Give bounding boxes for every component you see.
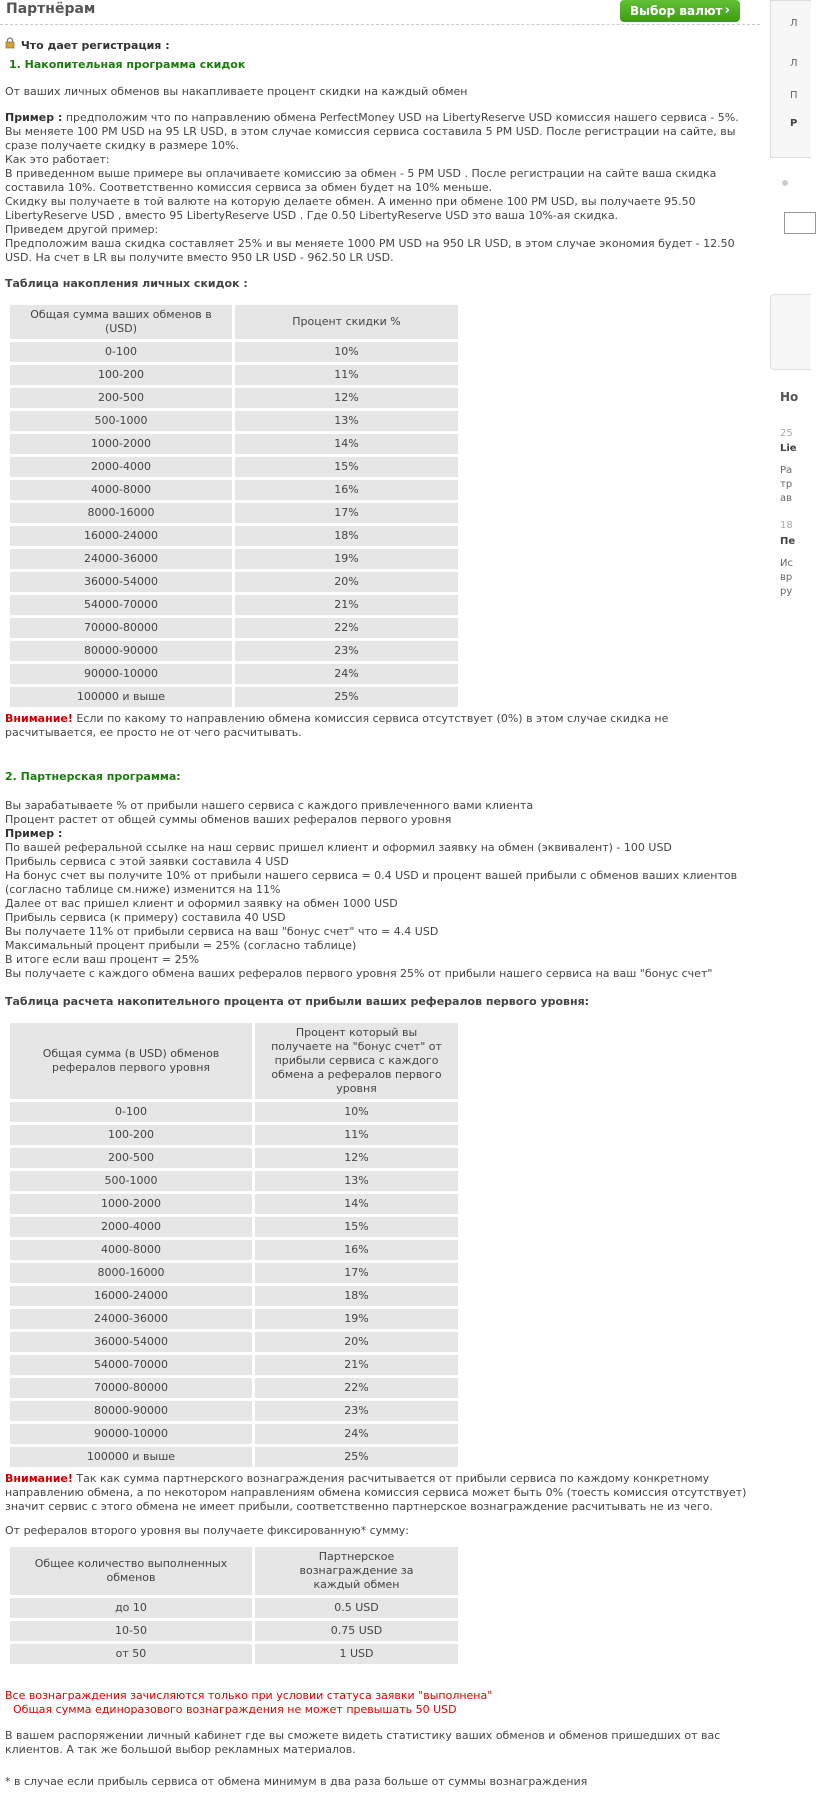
range-cell: 16000-24000: [10, 1286, 252, 1306]
range-cell: 100000 и выше: [10, 1447, 252, 1467]
value-cell: 25%: [255, 1447, 458, 1467]
value-cell: 14%: [235, 434, 458, 454]
section1-lead: От ваших личных обменов вы накапливаете процент скидки на каждый обмен: [5, 85, 468, 98]
range-cell: 4000-8000: [10, 480, 232, 500]
table-header: Партнерское вознаграждение за каждый обмен: [255, 1547, 458, 1595]
referral-table: [7, 1020, 461, 1470]
table-row: [10, 1424, 458, 1444]
value-cell: 1 USD: [255, 1644, 458, 1664]
section1-title: 1. Накопительная программа скидок: [9, 58, 246, 71]
range-cell: от 50: [10, 1644, 252, 1664]
sidebar-select[interactable]: [784, 212, 816, 234]
news-heading: Но: [780, 390, 799, 404]
table-row: [10, 1332, 458, 1352]
range-cell: 36000-54000: [10, 1332, 252, 1352]
value-cell: 19%: [255, 1309, 458, 1329]
range-cell: 8000-16000: [10, 1263, 252, 1283]
example-label-2: Пример :: [5, 827, 63, 840]
value-cell: 22%: [235, 618, 458, 638]
table-row: [10, 618, 458, 638]
range-cell: 10-50: [10, 1621, 252, 1641]
section1-example: Пример : предположим что по направлению обмена PerfectMoney USD на LibertyReserve USD комиссия нашего сервиса - 5%. Вы меняете 100 PM USD на 95 LR USD, в этом случае комиссия сервиса составила 5 PM USD. После регистрации на сайте, вы сразе получаете скидку в размере 10%. Как это работает: В приведенном выше примере вы оплачиваете комиссию за обмен - 5 PM USD . После регистрации на сайте ваша скидка составила 10%. Соответственно комиссия сервиса за обмен будет на 10% меньше. Скидку вы получаете в той валюте на которую делаете обмен. А именно при обмене 100 PM USD, вы получаете 95.50 LibertyReserve USD , вместо 95 LibertyReserve USD . Где 0.50 LibertyReserve USD это ваша 10%-ая скидка. Приведем другой пример: Предположим ваша скидка составляет 25% и вы меняете 1000 PM USD на 950 LR USD, в этом случае экономия будет - 12.50 USD. На счет в LR вы получите вместо 950 LR USD - 962.50 LR USD.: [5, 111, 739, 264]
table-row: [10, 595, 458, 615]
value-cell: 0.75 USD: [255, 1621, 458, 1641]
table-row: [10, 503, 458, 523]
table-row: [10, 1355, 458, 1375]
table-row: [10, 1194, 458, 1214]
footnote: * в случае если прибыль сервиса от обмена минимум в два раза больше от суммы вознаграждения: [5, 1775, 588, 1788]
table-row: [10, 549, 458, 569]
value-cell: 18%: [255, 1286, 458, 1306]
range-cell: 0-100: [10, 1102, 252, 1122]
table-row: [10, 1644, 458, 1664]
range-cell: 54000-70000: [10, 1355, 252, 1375]
section1-warning: Внимание! Если по какому то направлению обмена комиссия сервиса отсутствует (0%) в этом случае скидка не расчитывается, ее просто не от чего расчитывать.: [5, 712, 669, 739]
value-cell: 18%: [235, 526, 458, 546]
table-row: [10, 687, 458, 707]
table-row: [10, 641, 458, 661]
value-cell: 10%: [255, 1102, 458, 1122]
table-row: [10, 1125, 458, 1145]
page-header: [0, 0, 760, 25]
table-header: Процент который вы получаете на "бонус счет" от прибыли сервиса с каждого обмена а рефералов первого уровня: [255, 1023, 458, 1099]
table-row: [10, 411, 458, 431]
range-cell: 100-200: [10, 365, 232, 385]
table-row: [10, 1148, 458, 1168]
value-cell: 11%: [255, 1125, 458, 1145]
choose-currency-button[interactable]: [620, 0, 740, 22]
warning-label: Внимание!: [5, 1472, 73, 1485]
range-cell: 36000-54000: [10, 572, 232, 592]
value-cell: 23%: [255, 1401, 458, 1421]
table-row: [10, 457, 458, 477]
range-cell: 70000-80000: [10, 618, 232, 638]
warning-label: Внимание!: [5, 712, 73, 725]
range-cell: до 10: [10, 1598, 252, 1618]
range-cell: 2000-4000: [10, 457, 232, 477]
range-cell: 16000-24000: [10, 526, 232, 546]
range-cell: 70000-80000: [10, 1378, 252, 1398]
value-cell: 17%: [235, 503, 458, 523]
table-row: [10, 1217, 458, 1237]
value-cell: 19%: [235, 549, 458, 569]
value-cell: 12%: [235, 388, 458, 408]
table-row: [10, 434, 458, 454]
table-row: [10, 1240, 458, 1260]
example-label: Пример :: [5, 111, 63, 124]
range-cell: 500-1000: [10, 1171, 252, 1191]
table-row: [10, 1378, 458, 1398]
section2-intro: Вы зарабатываете % от прибыли нашего сервиса с каждого привлеченного вами клиента Процент растет от общей суммы обменов ваших рефералов первого уровня Пример : По вашей реферальной ссылке на наш сервис пришел клиент и оформил заявку на обмен (эквивалент) - 100 USD Прибыль сервиса с этой заявки составила 4 USD На бонус счет вы получите 10% от прибыли нашего сервиса = 0.4 USD и процент вашей прибыли с обменов ваших клиентов (согласно таблице см.ниже) изменится на 11% Далее от вас пришел клиент и оформил заявку на обмен 1000 USD Прибыль сервиса (к примеру) составила 40 USD Вы получаете 11% от прибыли сервиса на ваш "бонус счет" что = 4.4 USD Максимальный процент прибыли = 25% (согласно таблице) В итоге если ваш процент = 25% Вы получаете с каждого обмена ваших рефералов первого уровня 25% от прибыли нашего сервиса на ваш "бонус счет": [5, 799, 738, 980]
sidebar-panel: [770, 294, 811, 370]
range-cell: 500-1000: [10, 411, 232, 431]
value-cell: 15%: [235, 457, 458, 477]
page-title: Партнёрам: [6, 1, 96, 17]
range-cell: 90000-10000: [10, 1424, 252, 1444]
table-row: [10, 526, 458, 546]
range-cell: 24000-36000: [10, 1309, 252, 1329]
range-cell: 200-500: [10, 1148, 252, 1168]
chevron-right-icon: ›: [724, 3, 730, 18]
table-row: [10, 1621, 458, 1641]
value-cell: 12%: [255, 1148, 458, 1168]
bullet-icon: [782, 180, 788, 186]
table-row: [10, 1102, 458, 1122]
second-level-table: [7, 1544, 461, 1667]
range-cell: 100000 и выше: [10, 687, 232, 707]
referral-table-title: Таблица расчета накопительного процента от прибыли ваших рефералов первого уровня:: [5, 995, 590, 1008]
value-cell: 21%: [255, 1355, 458, 1375]
value-cell: 24%: [235, 664, 458, 684]
value-cell: 22%: [255, 1378, 458, 1398]
value-cell: 13%: [235, 411, 458, 431]
value-cell: 16%: [235, 480, 458, 500]
table-row: [10, 480, 458, 500]
reward-condition-note: Все вознаграждения зачисляются только при условии статуса заявки "выполнена" Общая сумма единоразового вознаграждения не может превышать 50 USD: [5, 1689, 493, 1716]
range-cell: 4000-8000: [10, 1240, 252, 1260]
range-cell: 200-500: [10, 388, 232, 408]
value-cell: 17%: [255, 1263, 458, 1283]
value-cell: 15%: [255, 1217, 458, 1237]
table-row: [10, 342, 458, 362]
range-cell: 54000-70000: [10, 595, 232, 615]
lock-icon: [5, 37, 15, 49]
range-cell: 80000-90000: [10, 1401, 252, 1421]
value-cell: 13%: [255, 1171, 458, 1191]
table-row: [10, 1171, 458, 1191]
registration-benefits-heading: Что дает регистрация :: [5, 37, 750, 52]
value-cell: 21%: [235, 595, 458, 615]
value-cell: 14%: [255, 1194, 458, 1214]
discount-table-title: Таблица накопления личных скидок :: [5, 277, 248, 290]
value-cell: 20%: [235, 572, 458, 592]
range-cell: 24000-36000: [10, 549, 232, 569]
cabinet-note: В вашем распоряжении личный кабинет где вы сможете видеть статистику ваших обменов и обменов пришедших от вас клиентов. А так же большой выбор рекламных материалов.: [5, 1729, 721, 1756]
table-row: [10, 1309, 458, 1329]
range-cell: 100-200: [10, 1125, 252, 1145]
value-cell: 11%: [235, 365, 458, 385]
value-cell: 20%: [255, 1332, 458, 1352]
table-row: [10, 1263, 458, 1283]
right-sidebar: Л Л П Р Но 25 Lie Ра тр ав 18 Пе Ис вр ру: [770, 0, 795, 1773]
table-header: Общее количество выполненных обменов: [10, 1547, 252, 1595]
range-cell: 1000-2000: [10, 1194, 252, 1214]
discount-table: [7, 302, 461, 710]
range-cell: 0-100: [10, 342, 232, 362]
table-row: [10, 1447, 458, 1467]
range-cell: 80000-90000: [10, 641, 232, 661]
second-level-lead: От рефералов второго уровня вы получаете фиксированную* сумму:: [5, 1524, 409, 1537]
table-header: Процент скидки %: [235, 305, 458, 339]
section2-warning: Внимание! Так как сумма партнерского вознаграждения расчитывается от прибыли сервиса по каждому конкретному направлению обмена, а по некотором направлениям обмена комиссия сервиса может быть 0% (тоесть комиссия отсутствует) значит сервис с этого обмена не имеет прибыли, соответственно партнерское вознаграждение расчитывать не из чего.: [5, 1472, 747, 1513]
range-cell: 2000-4000: [10, 1217, 252, 1237]
table-header: Общая сумма (в USD) обменов рефералов первого уровня: [10, 1023, 252, 1099]
value-cell: 0.5 USD: [255, 1598, 458, 1618]
table-row: [10, 365, 458, 385]
range-cell: 90000-10000: [10, 664, 232, 684]
table-header: Общая сумма ваших обменов в (USD): [10, 305, 232, 339]
range-cell: 8000-16000: [10, 503, 232, 523]
value-cell: 25%: [235, 687, 458, 707]
value-cell: 24%: [255, 1424, 458, 1444]
choose-currency-label: Выбор валют: [630, 4, 723, 18]
value-cell: 16%: [255, 1240, 458, 1260]
value-cell: 23%: [235, 641, 458, 661]
range-cell: 1000-2000: [10, 434, 232, 454]
table-row: [10, 1286, 458, 1306]
table-row: [10, 1598, 458, 1618]
table-row: [10, 664, 458, 684]
table-row: [10, 1401, 458, 1421]
table-row: [10, 572, 458, 592]
section2-title: 2. Партнерская программа:: [5, 770, 181, 783]
value-cell: 10%: [235, 342, 458, 362]
table-row: [10, 388, 458, 408]
